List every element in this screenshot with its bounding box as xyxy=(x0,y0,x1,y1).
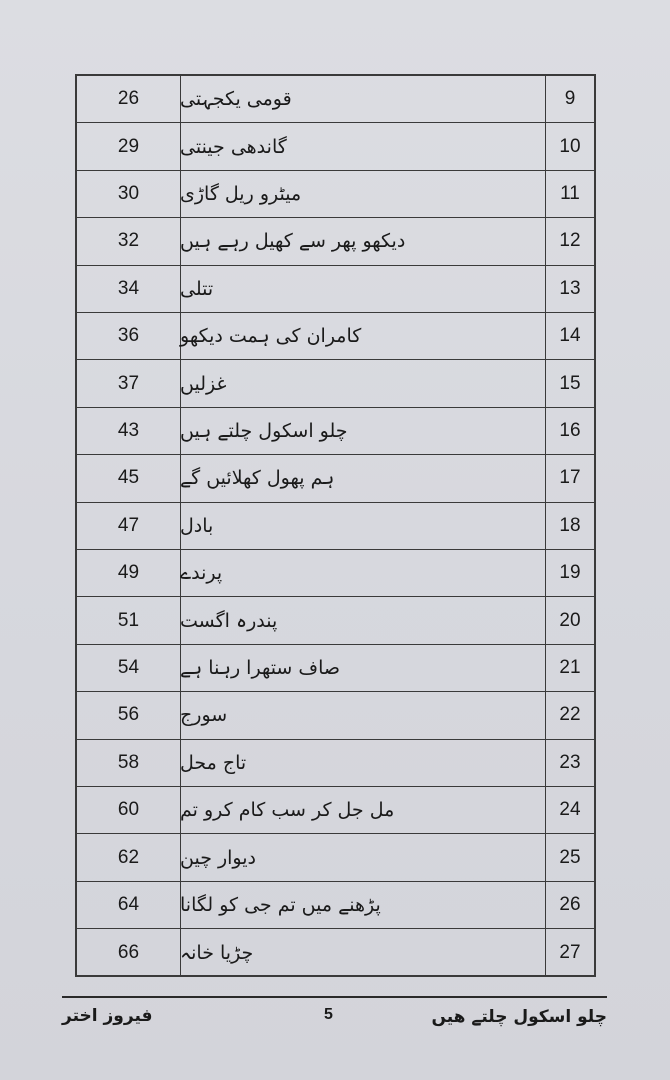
toc-title: ہم پھول کھلائیں گے xyxy=(180,455,546,501)
table-row xyxy=(77,123,594,170)
toc-title: چلو اسکول چلتے ہیں xyxy=(180,408,546,454)
toc-page-number: 54 xyxy=(77,645,181,691)
page-footer xyxy=(62,1006,607,1036)
toc-serial-number: 25 xyxy=(559,846,581,868)
toc-title: پرندے xyxy=(180,550,546,596)
table-row xyxy=(77,834,594,881)
toc-page-number: 47 xyxy=(77,503,181,549)
table-row xyxy=(77,360,594,407)
toc-title: مل جل کر سب کام کرو تم xyxy=(180,787,546,833)
toc-serial-number: 20 xyxy=(559,609,581,631)
toc-serial-number: 17 xyxy=(559,467,581,489)
table-row xyxy=(77,76,594,123)
toc-page-number: 51 xyxy=(77,597,181,643)
toc-serial-number: 23 xyxy=(559,751,581,773)
table-row xyxy=(77,455,594,502)
toc-title: چڑیا خانہ xyxy=(180,929,546,976)
table-row xyxy=(77,218,594,265)
toc-title: غزلیں xyxy=(180,360,546,406)
toc-title: قومی یکجہتی xyxy=(180,76,546,122)
table-row xyxy=(77,597,594,644)
toc-title: گاندھی جینتی xyxy=(180,123,546,169)
toc-serial-number: 21 xyxy=(559,656,581,678)
toc-title: بادل xyxy=(180,503,546,549)
toc-title: دیکھو پھر سے کھیل رہے ہیں xyxy=(180,218,546,264)
table-row xyxy=(77,740,594,787)
toc-page-number: 58 xyxy=(77,740,181,786)
toc-page-number: 36 xyxy=(77,313,181,359)
table-row xyxy=(77,503,594,550)
toc-serial-number: 10 xyxy=(559,135,581,157)
toc-serial-number: 12 xyxy=(559,230,581,252)
toc-title: پڑھنے میں تم جی کو لگانا xyxy=(180,882,546,928)
toc-serial-number: 9 xyxy=(564,88,576,110)
table-row xyxy=(77,645,594,692)
toc-serial-number: 27 xyxy=(559,941,581,963)
toc-serial-number: 24 xyxy=(559,799,581,821)
table-row xyxy=(77,313,594,360)
toc-page-number: 43 xyxy=(77,408,181,454)
footer-rule xyxy=(62,996,607,998)
table-row xyxy=(77,266,594,313)
table-row xyxy=(77,692,594,739)
footer-book-title: چلو اسکول چلتے ھیں xyxy=(431,1007,607,1027)
table-of-contents xyxy=(75,74,596,977)
toc-serial-number: 16 xyxy=(559,419,581,441)
toc-title: صاف ستھرا رہنا ہے xyxy=(180,645,546,691)
toc-serial-number: 11 xyxy=(560,182,580,204)
toc-title: دیوار چین xyxy=(180,834,546,880)
toc-serial-number: 15 xyxy=(559,372,581,394)
toc-title: تاج محل xyxy=(180,740,546,786)
footer-page-number: 5 xyxy=(324,1006,333,1023)
footer-author: فیروز اختر xyxy=(62,1006,153,1026)
toc-title: میٹرو ریل گاڑی xyxy=(180,171,546,217)
toc-title: تتلی xyxy=(180,266,546,312)
toc-page-number: 34 xyxy=(77,266,181,312)
toc-page-number: 30 xyxy=(77,171,181,217)
table-row xyxy=(77,787,594,834)
toc-title: کامران کی ہمت دیکھو xyxy=(180,313,546,359)
toc-title: سورج xyxy=(180,692,546,738)
toc-page-number: 56 xyxy=(77,692,181,738)
toc-serial-number: 22 xyxy=(559,704,581,726)
toc-page-number: 64 xyxy=(77,882,181,928)
table-row xyxy=(77,550,594,597)
toc-serial-number: 19 xyxy=(559,562,581,584)
table-row xyxy=(77,882,594,929)
toc-page-number: 32 xyxy=(77,218,181,264)
toc-serial-number: 13 xyxy=(559,277,581,299)
toc-page-number: 29 xyxy=(77,123,181,169)
toc-page-number: 26 xyxy=(77,76,181,122)
toc-page-number: 60 xyxy=(77,787,181,833)
table-row xyxy=(77,171,594,218)
toc-page-number: 45 xyxy=(77,455,181,501)
toc-page-number: 37 xyxy=(77,360,181,406)
toc-page-number: 49 xyxy=(77,550,181,596)
toc-page-number: 62 xyxy=(77,834,181,880)
toc-title: پندرہ اگست xyxy=(180,597,546,643)
toc-serial-number: 18 xyxy=(559,514,581,536)
toc-page-number: 66 xyxy=(77,929,181,976)
toc-serial-number: 14 xyxy=(559,325,581,347)
table-row xyxy=(77,929,594,976)
toc-serial-number: 26 xyxy=(559,893,581,915)
table-row xyxy=(77,408,594,455)
